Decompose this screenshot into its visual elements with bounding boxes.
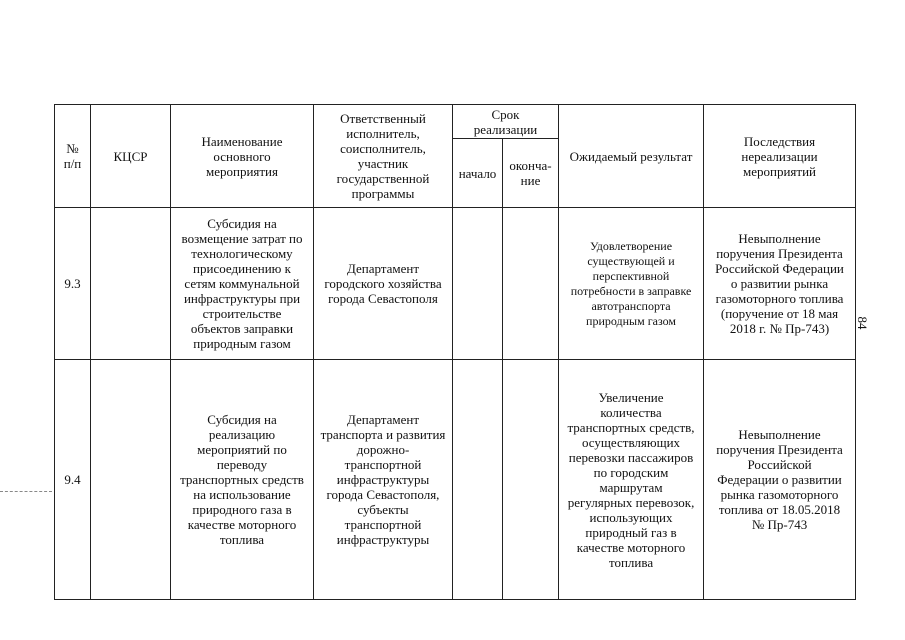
row-end — [503, 360, 559, 600]
header-end: оконча- ние — [503, 139, 559, 208]
table-row — [55, 360, 856, 600]
header-consequences: Последствия нереализации мероприятий — [704, 105, 856, 208]
header-num: № п/п — [55, 105, 91, 208]
row-expected: Увеличение количества транспортных средств, осуществляющих перевозки пассажиров по городским маршрутам регулярных перевозок, использующих природный газ в качестве моторного топлива — [559, 360, 704, 600]
row-num: 9.4 — [55, 360, 91, 600]
row-kcsr — [91, 208, 171, 360]
row-start — [453, 360, 503, 600]
row-name: Субсидия на возмещение затрат по технологическому присоединению к сетям коммунальной инфраструктуры при строительстве объектов заправки природным газом — [171, 208, 314, 360]
table-row — [55, 208, 856, 360]
program-activities-table — [54, 104, 856, 600]
header-row — [55, 105, 856, 139]
row-consequences: Невыполнение поручения Президента Российской Федерации о развитии рынка газомоторного топлива от 18.05.2018 № Пр-743 — [704, 360, 856, 600]
row-responsible: Департамент городского хозяйства города Севастополя — [314, 208, 453, 360]
header-expected: Ожидаемый результат — [559, 105, 704, 208]
page-number: 84 — [855, 316, 870, 330]
row-expected: Удовлетворение существующей и перспективной потребности в заправке автотранспорта природным газом — [559, 208, 704, 360]
row-consequences: Невыполнение поручения Президента Российской Федерации о развитии рынка газомоторного топлива (поручение от 18 мая 2018 г. № Пр-743) — [704, 208, 856, 360]
header-name: Наименование основного мероприятия — [171, 105, 314, 208]
row-kcsr — [91, 360, 171, 600]
margin-dash-line — [0, 491, 52, 492]
row-num: 9.3 — [55, 208, 91, 360]
row-start — [453, 208, 503, 360]
header-responsible: Ответственный исполнитель, соисполнитель, участник государственной программы — [314, 105, 453, 208]
row-end — [503, 208, 559, 360]
header-start: начало — [453, 139, 503, 208]
header-kcsr: КЦСР — [91, 105, 171, 208]
header-period: Срок реализации — [453, 105, 559, 139]
row-responsible: Департамент транспорта и развития дорожно- транспортной инфраструктуры города Севастополя, субъекты транспортной инфраструктуры — [314, 360, 453, 600]
row-name: Субсидия на реализацию мероприятий по переводу транспортных средств на использование природного газа в качестве моторного топлива — [171, 360, 314, 600]
